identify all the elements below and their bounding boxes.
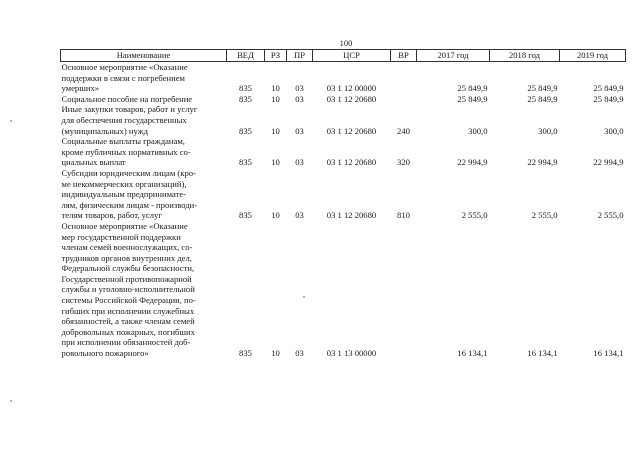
- name-line: гибших при исполнении служебных: [61, 305, 195, 316]
- name-line: Федеральной службы безопасности,: [61, 263, 195, 274]
- cell-2019: 25 849,9: [593, 83, 624, 94]
- cell-2019: 22 994,9: [593, 157, 624, 168]
- cell-csr: 03 1 12 20680: [326, 93, 377, 104]
- name-line: системы Российской Федерации, по-: [61, 295, 196, 306]
- name-line: индивидуальным предпринимате-: [61, 189, 187, 200]
- cell-rz: 10: [271, 348, 280, 359]
- name-line: (муниципальных) нужд: [61, 125, 148, 136]
- cell-2017: 25 849,9: [457, 93, 488, 104]
- header-name: Наименование: [61, 50, 227, 62]
- header-rz: РЗ: [265, 50, 287, 62]
- name-line: циальных выплат: [61, 157, 126, 168]
- name-line: мер государственной поддержки: [61, 231, 181, 242]
- cell-name: [61, 136, 227, 168]
- name-line: поддержки в связи с погребением: [61, 72, 185, 83]
- cell-2018: 16 134,1: [527, 348, 558, 359]
- cell-vr: 810: [397, 210, 410, 221]
- cell-2019: 2 555,0: [597, 210, 624, 221]
- cell-2018: 25 849,9: [527, 93, 558, 104]
- table-row: [61, 221, 626, 359]
- cell-pr: 03: [295, 93, 304, 104]
- cell-vr: [391, 221, 417, 359]
- name-line: Основное мероприятие «Оказание: [61, 62, 188, 72]
- name-line: Иные закупки товаров, работ и услуг: [61, 104, 198, 115]
- cell-rz: 10: [271, 83, 280, 94]
- cell-name: [61, 94, 227, 105]
- cell-2019: 25 849,9: [593, 93, 624, 104]
- header-pr: ПР: [287, 50, 313, 62]
- cell-ved: 835: [239, 93, 252, 104]
- cell-name: [61, 168, 227, 221]
- header-2018: 2018 год: [490, 50, 560, 62]
- cell-pr: 03: [295, 348, 304, 359]
- name-line: ме некоммерческих организаций),: [61, 178, 187, 189]
- name-line: при исполнении обязанностей доб-: [61, 337, 191, 348]
- name-line: трудников органов внутренних дел,: [61, 252, 192, 263]
- table-row: [61, 136, 626, 168]
- cell-vr: [391, 62, 417, 94]
- header-csr: ЦСР: [313, 50, 391, 62]
- cell-pr: 03: [295, 210, 304, 221]
- cell-csr: 03 1 12 20680: [326, 125, 377, 136]
- cell-csr: 03 1 13 00000: [326, 348, 377, 359]
- cell-2017: 300,0: [468, 125, 488, 136]
- name-line: Социальное пособие на погребение: [61, 93, 193, 104]
- name-line: Субсидии юридическим лицам (кро-: [61, 167, 196, 178]
- header-ved: ВЕД: [227, 50, 265, 62]
- name-line: Основное мероприятие «Оказание: [61, 220, 188, 231]
- name-line: ровольного пожарного»: [61, 348, 149, 359]
- name-line: умерших»: [61, 83, 100, 94]
- cell-pr: 03: [295, 83, 304, 94]
- cell-ved: 835: [239, 83, 252, 94]
- cell-ved: 835: [239, 125, 252, 136]
- scan-speck: [303, 296, 305, 298]
- scan-speck: [10, 120, 12, 122]
- name-line: службы и уголовно-исполнительной: [61, 284, 195, 295]
- cell-rz: 10: [271, 210, 280, 221]
- table-row: [61, 168, 626, 221]
- page-number: 100: [339, 38, 353, 48]
- header-vr: ВР: [391, 50, 417, 62]
- cell-rz: 10: [271, 157, 280, 168]
- cell-2017: 25 849,9: [457, 83, 488, 94]
- cell-pr: 03: [295, 157, 304, 168]
- table-row: [61, 62, 626, 94]
- cell-2017: 16 134,1: [457, 348, 488, 359]
- cell-rz: 10: [271, 125, 280, 136]
- table-row: [61, 94, 626, 105]
- header-2017: 2017 год: [417, 50, 490, 62]
- cell-2019: 300,0: [604, 125, 624, 136]
- cell-vr: [391, 94, 417, 105]
- cell-ved: 835: [239, 210, 252, 221]
- table-body: [61, 62, 626, 359]
- cell-name: [61, 221, 227, 359]
- scan-speck: [10, 400, 12, 402]
- cell-2017: 22 994,9: [457, 157, 488, 168]
- cell-2017: 2 555,0: [461, 210, 488, 221]
- name-line: Социальные выплаты гражданам,: [61, 136, 185, 147]
- cell-rz: 10: [271, 93, 280, 104]
- cell-csr: 03 1 12 20680: [326, 210, 377, 221]
- name-line: лям, физическим лицам - производи-: [61, 199, 198, 210]
- name-line: обязанностей, а также членам семей: [61, 316, 195, 327]
- cell-name: [61, 62, 227, 94]
- cell-vr: 240: [397, 125, 410, 136]
- table-row: [61, 104, 626, 136]
- cell-2019: 16 134,1: [593, 348, 624, 359]
- cell-ved: 835: [239, 157, 252, 168]
- name-line: Государственной противопожарной: [61, 273, 192, 284]
- cell-2018: 2 555,0: [531, 210, 558, 221]
- name-line: телям товаров, работ, услуг: [61, 210, 162, 221]
- cell-2018: 300,0: [538, 125, 558, 136]
- cell-csr: 03 1 12 00000: [326, 83, 377, 94]
- cell-2018: 25 849,9: [527, 83, 558, 94]
- cell-2018: 22 994,9: [527, 157, 558, 168]
- name-line: кроме публичных нормативных со-: [61, 146, 191, 157]
- name-line: членам семей военнослужащих, со-: [61, 242, 193, 253]
- cell-csr: 03 1 12 20680: [326, 157, 377, 168]
- header-2019: 2019 год: [560, 50, 626, 62]
- cell-vr: 320: [397, 157, 410, 168]
- cell-name: [61, 104, 227, 136]
- name-line: добровольных пожарных, погибших: [61, 326, 195, 337]
- budget-table: [60, 49, 626, 359]
- name-line: для обеспечения государственных: [61, 114, 187, 125]
- cell-ved: 835: [239, 348, 252, 359]
- table-header-row: [61, 50, 626, 62]
- cell-pr: 03: [295, 125, 304, 136]
